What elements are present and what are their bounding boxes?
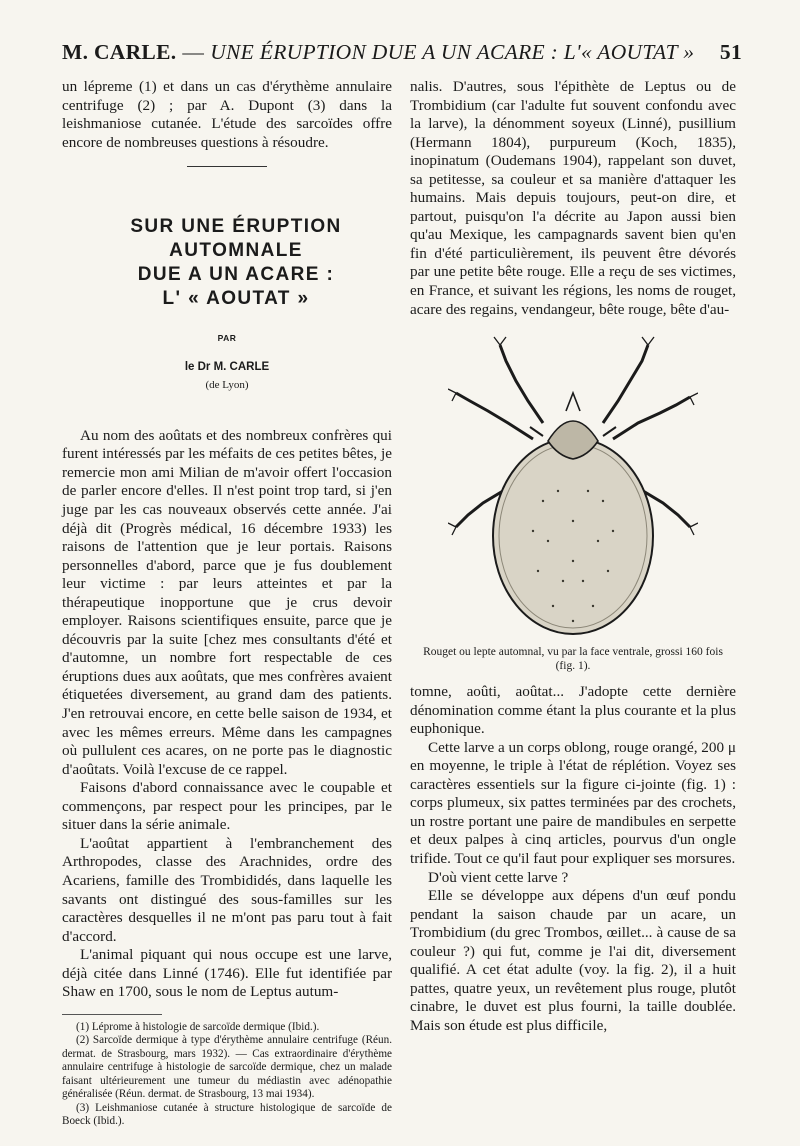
article-title-line-1: SUR UNE ÉRUPTION xyxy=(130,216,342,238)
body-paragraph: Elle se développe aux dépens d'un œuf pondu pendant la saison chaude par un acare, un Trombidium (du grec Trombos, œillet... à cause de sa couleur ?) qui fut, comme je l'ai dit, diversement qualifié. A cet état adulte (voy. la fig. 2), il a huit pattes, quatre yeux, un revêtement plus rouge, plutôt cinabre, le duvet est plus fourni, la taille doublée. Mais son étude est plus difficile, xyxy=(410,887,736,1034)
continued-paragraph: un lépreme (1) et dans un cas d'érythème annulaire centrifuge (2) ; par A. Dupont (3) dans la leishmaniose cutanée. L'étude des sarcoïdes offre encore de nombreuses questions à résoudre. xyxy=(62,78,392,151)
footnote: (1) Léprome à histologie de sarcoïde dermique (Ibid.). xyxy=(76,1020,320,1033)
figure-caption: Rouget ou lepte automnal, vu par la face ventrale, grossi 160 fois (fig. 1). xyxy=(423,646,723,673)
continued-paragraph: nalis. D'autres, sous l'épithète de Leptus ou de Trombidium (car l'adulte fut souvent confondu avec la larve), la dénomment soyeux (Linné), pusillium (Hermann 1804), purpureum (Koch, 1835), inopinatum (Oudemans 1904), rappelant son duvet, sa petitesse, sa couleur et sa manière d'attaquer les humains. Mais depuis toujours, peut-on dire, et partout, puisqu'on l'a décrite au Japon aussi bien qu'au Mexique, les campagnards savent bien qu'en fin d'été particulièrement, ils peuvent être dévorés par une petite bête rouge. Elle a reçu de ses victimes, en France, et suivant les régions, les noms de rouget, acare des regains, vendangeur, bête rouge, bête d'au- xyxy=(410,78,736,318)
footnote: (3) Leishmaniose cutanée à structure histologique de sarcoïde de Boeck (Ibid.). xyxy=(62,1101,392,1128)
body-paragraph: Au nom des aoûtats et des nombreux confrères qui furent intéressés par les méfaits de ces petites bêtes, je remercie mon ami Milian de m'avoir offert l'occasion de parler encore d'elles. Il n'est point trop tard, si j'en juge par les cas nouveaux observés cette année. J'ai déjà dit (Progrès médical, 16 décembre 1933) les raisons de l'attention que je leur portais. Raisons personnelles d'abord, parce que je fus doublement leur victime : par leurs atteintes et par la thérapeutique inopportune que je crus devoir employer. Raisons scientifiques ensuite, parce que je découvris par la suite [chez mes consultants d'été et d'automne, un nombre fort respectable de ces éruptions dues aux aoûtats, que mes confrères avaient étiquetées diversement, au grand dam des patients. J'en retrouvai encore, en cette belle saison de 1934, et avec les mêmes erreurs. Même dans les campagnes où pullulent ces acares, on ne porte pas le diagnostic d'aoûtats. Voilà l'excuse de ce rappel. xyxy=(62,426,392,778)
footnotes xyxy=(62,1021,392,1129)
right-column xyxy=(410,78,736,1036)
body-paragraph: Faisons d'abord connaissance avec le coupable et commençons, par respect pour les principes, par le situer dans la série animale. xyxy=(62,779,392,834)
footnote: (2) Sarcoïde dermique à type d'érythème annulaire centrifuge (Réun. dermat. de Strasbourg, mars 1932). — Cas extraordinaire d'érythème annulaire centrifuge à histologie de sarcoïde dermique, chez un malade faisant ultérieurement une tumeur du médiastin avec adénopathie généralisée (Réun. dermat. de Strasbourg, 13 mai 1934). xyxy=(62,1034,392,1101)
running-header xyxy=(62,40,742,76)
affiliation: (de Lyon) xyxy=(205,379,249,392)
article-title-line-4: L' « AOUTAT » xyxy=(162,288,310,310)
byline: le Dr M. CARLE xyxy=(184,360,270,373)
header-author: M. CARLE. xyxy=(62,40,177,64)
article-heading xyxy=(62,215,392,395)
header-title: UNE ÉRUPTION DUE A UN ACARE : L'« AOUTAT » xyxy=(210,40,695,64)
article-title-line-2: AUTOMNALE xyxy=(169,240,303,262)
par-label: PAR xyxy=(217,333,237,344)
body-paragraph: Cette larve a un corps oblong, rouge orangé, 200 μ en moyenne, le triple à l'état de réplétion. Voyez ses caractères essentiels sur la figure ci-jointe (fig. 1) : corps plumeux, six pattes terminées par des crochets, un rostre portant une paire de mandibules en serpette et deux palpes à cinq articles, pourvus d'un ongle trifide. Tout ce qu'il faut pour expliquer ses morsures. xyxy=(410,738,737,868)
body-paragraph: L'animal piquant qui nous occupe est une larve, déjà citée dans Linné (1746). Elle fut identifiée par Shaw en 1700, sous le nom de Leptus autum- xyxy=(62,946,392,1001)
body-paragraph: L'aoûtat appartient à l'embranchement des Arthropodes, classe des Arachnides, ordre des Acariens, famille des Trombididés, dans laquelle les savants ont distingué des sous-familles sur les caractères desquelles il ne m'ont pas paru tout à fait d'accord. xyxy=(62,834,392,945)
article-title-line-3: DUE A UN ACARE : xyxy=(137,264,335,286)
section-divider xyxy=(187,166,267,167)
header-dash: — xyxy=(182,40,205,64)
body-paragraph: tomne, aoûti, aoûtat... J'adopte cette dernière dénomination comme étant la plus courante et la plus euphonique. xyxy=(410,683,736,738)
footnote-rule xyxy=(62,1014,162,1015)
page-number: 51 xyxy=(719,40,742,64)
left-column xyxy=(62,78,392,1129)
body-paragraph: D'où vient cette larve ? xyxy=(428,868,569,886)
mite-illustration xyxy=(448,331,698,641)
